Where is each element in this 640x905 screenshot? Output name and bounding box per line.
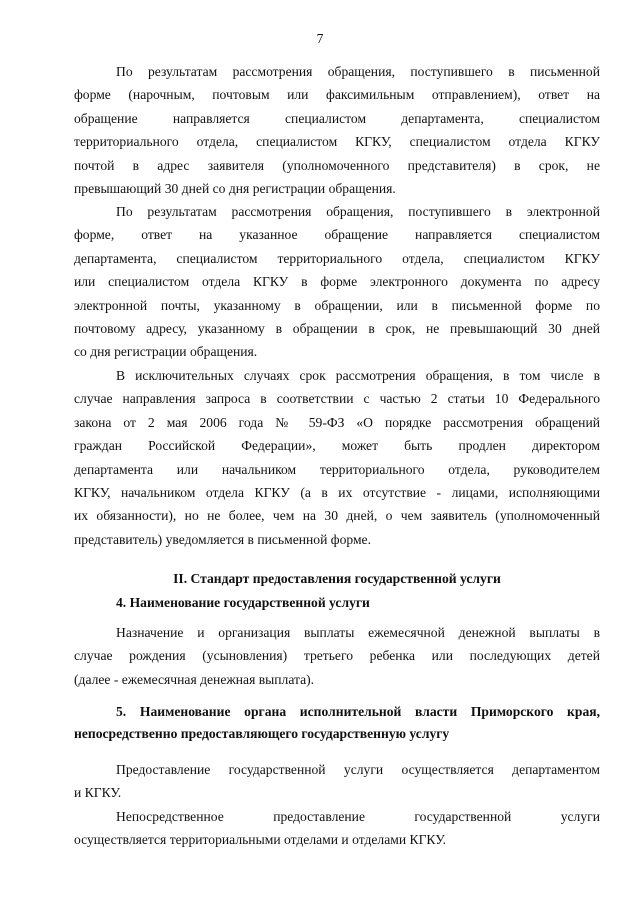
- paragraph-electronic-response: [74, 200, 600, 364]
- page-number: 7: [316, 31, 324, 46]
- heading-4: [74, 592, 600, 614]
- section-title-text: II. Стандарт предоставления государственной услуги: [173, 571, 501, 586]
- paragraph-service-name: [74, 621, 600, 691]
- text-line: департамента или начальником территориального отдела, руководителем: [74, 461, 600, 477]
- text-line: почтой в адрес заявителя (уполномоченного представителя) в срок, не: [74, 157, 600, 173]
- text-line: или специалистом отдела КГКУ в форме электронного документа по адресу: [74, 274, 600, 290]
- text-line: почтовому адресу, указанному в обращении в срок, не превышающий 30 дней: [74, 320, 600, 336]
- text-line: обращение направляется специалистом департамента, специалистом: [74, 110, 600, 126]
- text-line: департамента, специалистом территориального отдела, специалистом КГКУ: [74, 250, 600, 266]
- text-line: осуществляется территориальными отделами и отделами КГКУ.: [74, 832, 447, 848]
- heading-5-line: непосредственно предоставляющего государственную услугу: [74, 726, 450, 741]
- text-line: электронной почты, указанному в обращении, или в письменной форме по: [74, 297, 600, 313]
- paragraph-provider: [74, 758, 600, 805]
- text-line: закона от 2 мая 2006 года № 59-ФЗ «О порядке рассмотрения обращений: [74, 414, 600, 430]
- text-line: В исключительных случаях срок рассмотрения обращения, в том числе в: [116, 368, 600, 383]
- heading-5-line: 5. Наименование органа исполнительной власти Приморского края,: [116, 704, 600, 719]
- text-line: форме, ответ на указанное обращение направляется специалистом: [74, 227, 600, 243]
- text-line: Непосредственное предоставление государственной услуги: [116, 809, 600, 824]
- text-line: По результатам рассмотрения обращения, поступившего в электронной: [116, 204, 600, 219]
- text-line: (далее - ежемесячная денежная выплата).: [74, 671, 315, 687]
- text-line: КГКУ, начальником отдела КГКУ (а в их отсутствие - лицами, исполняющими: [74, 484, 600, 500]
- paragraph-direct-provision: [74, 805, 600, 852]
- text-line: Назначение и организация выплаты ежемесячной денежной выплаты в: [116, 625, 600, 640]
- paragraph-exceptional-cases: [74, 364, 600, 551]
- section-title: [74, 568, 600, 590]
- text-line: превышающий 30 дней со дня регистрации обращения.: [74, 180, 396, 196]
- text-line: их обязанности), но не более, чем на 30 дней, о чем заявитель (уполномоченный: [74, 508, 600, 524]
- text-line: представитель) уведомляется в письменной форме.: [74, 531, 371, 547]
- text-line: и КГКУ.: [74, 785, 122, 801]
- text-line: случае рождения (усыновления) третьего ребенка или последующих детей: [74, 648, 600, 664]
- text-line: со дня регистрации обращения.: [74, 344, 258, 360]
- text-line: случае направления запроса в соответствии с частью 2 статьи 10 Федерального: [74, 391, 600, 407]
- text-line: территориального отдела, специалистом КГКУ, специалистом отдела КГКУ: [74, 134, 600, 150]
- text-line: По результатам рассмотрения обращения, поступившего в письменной: [116, 64, 600, 79]
- text-line: Предоставление государственной услуги осуществляется департаментом: [116, 762, 600, 777]
- text-line: форме (нарочным, почтовым или факсимильным отправлением), ответ на: [74, 87, 600, 103]
- paragraph-written-response: [74, 60, 600, 200]
- heading-5: [74, 701, 600, 745]
- text-line: граждан Российской Федерации», может быть продлен директором: [74, 438, 600, 454]
- heading-4-text: 4. Наименование государственной услуги: [116, 595, 370, 610]
